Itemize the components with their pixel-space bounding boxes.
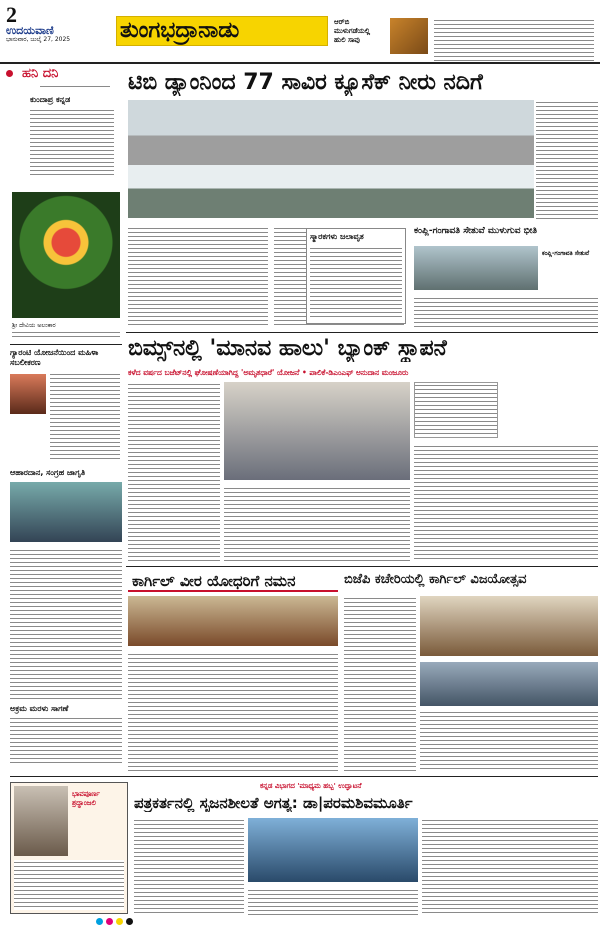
promo-line: ಆರ್‌ಬಿ (334, 18, 350, 26)
bridge-photo (414, 246, 538, 290)
page-number: 2 (6, 2, 17, 27)
divider (10, 776, 598, 777)
last-headline: ಅಕ್ರಮ ಮರಳು ಸಾಗಣೆ (10, 704, 69, 713)
awareness-headline: ಆಹಾರದಾನ, ಸಂಗ್ರಹ ಜಾಗೃತಿ (10, 468, 86, 477)
kargil-photo (128, 596, 338, 646)
color-dot (96, 918, 103, 925)
hanidani-kicker: ಕುಂದಾಪ್ರ ಕನ್ನಡ (30, 95, 71, 104)
dam-photo (128, 100, 534, 218)
shrine-photo (12, 192, 120, 318)
milk-body-3 (414, 444, 598, 562)
tiger-photo (390, 18, 428, 54)
bridge-body (414, 296, 598, 328)
bottom-kicker: ಕನ್ನಡ ವಿಭಾಗದ 'ಮಾಧ್ಯಮ ಹಬ್ಬ' ಉದ್ಘಾಟನೆ (260, 782, 362, 790)
header-news-brief (434, 18, 594, 62)
memorials-title: ಸ್ಮಾರಕಗಳು ಜಲಾವೃತ (310, 232, 364, 241)
color-dot (106, 918, 113, 925)
lead-right-column (536, 100, 598, 222)
scheme-body (50, 372, 120, 462)
hanidani-title: ಹನಿ ದನಿ (22, 66, 59, 81)
color-dot (126, 918, 133, 925)
milk-body-1 (128, 382, 220, 562)
milk-bank-headline: ಬಿಮ್ಸ್‌ನಲ್ಲಿ 'ಮಾನವ ಹಾಲು' ಬ್ಯಾಂಕ್ ಸ್ಥಾಪನೆ (128, 336, 447, 361)
scheme-headline: ಗ್ಯಾರಂಟಿ ಯೋಜನೆಯಿಂದ ಮಹಿಳಾ ಸಬಲೀಕರಣ (10, 348, 99, 367)
bridge-headline: ಕಂಪ್ಲಿ-ಗಂಗಾವತಿ ಸೇತುವೆ ಮುಳುಗುವ ಭೀತಿ (414, 226, 538, 236)
divider (126, 332, 598, 333)
shrine-caption: ಶ್ರೀ ದೇವಿಯ ಅಲಂಕಾರ (12, 322, 56, 329)
promo-line: ಮುಳುಗಡೆಯಲ್ಲಿ (334, 27, 371, 35)
color-dot (116, 918, 123, 925)
bridge-caption: ಕಂಪ್ಲಿ-ಗಂಗಾವತಿ ಸೇತುವೆ (542, 250, 590, 257)
obituary-photo (14, 786, 68, 856)
bottom-body-2 (248, 888, 418, 916)
woman-photo (10, 374, 46, 414)
bottom-photo (248, 818, 418, 882)
awareness-photo (10, 482, 122, 542)
bjp-caption (420, 710, 598, 770)
kargil-headline: ಕಾರ್ಗಿಲ್ ವೀರ ಯೋಧರಿಗೆ ನಮನ (132, 572, 296, 590)
hanidani-byline (40, 84, 110, 90)
lead-body-1 (128, 226, 268, 328)
milk-bank-subhead: ಕಳೆದ ವರ್ಷದ ಬಜೆಟ್‌ನಲ್ಲಿ ಘೋಷಣೆಯಾಗಿದ್ದ 'ಅಮೃತಧಾರೆ' ಯೋಜನೆ • ಪಾಲಿಕೆ-ಡಿಎಂಎಫ್ ಅನುದಾನ ಮಂಜೂರು (128, 368, 409, 377)
bottom-headline: ಪತ್ರಕರ್ತನಲ್ಲಿ ಸೃಜನಶೀಲತೆ ಅಗತ್ಯ: ಡಾ|ಪರಮಶಿವಮೂರ್ತಿ (134, 794, 413, 812)
memorials-body (310, 246, 402, 320)
bjp-headline: ಬಿಜೆಪಿ ಕಚೇರಿಯಲ್ಲಿ ಕಾರ್ಗಿಲ್ ವಿಜಯೋತ್ಸವ (344, 572, 527, 587)
bottom-body-1 (134, 818, 244, 916)
milk-quote-box (414, 382, 498, 438)
promo-line: ಹುಲಿ ಸಾವು (334, 36, 360, 44)
awareness-body (10, 548, 122, 700)
bjp-body (344, 596, 416, 772)
date-line: ಭಾನುವಾರ, ಜುಲೈ 27, 2025 (6, 36, 71, 43)
obituary-body (14, 860, 124, 910)
header-rule (0, 62, 600, 64)
kargil-body (128, 652, 338, 772)
bjp-photo (420, 596, 598, 656)
last-body (10, 716, 122, 766)
hanidani-poem (30, 108, 114, 178)
bjp-photo-2 (420, 662, 598, 706)
section-title: ತುಂಗಭದ್ರಾನಾಡು (120, 18, 240, 43)
milk-body-2 (224, 486, 410, 562)
brand-logo: ಉದಯವಾಣಿ (6, 24, 54, 37)
bottom-body-3 (422, 818, 598, 916)
divider (10, 344, 122, 345)
obituary-title: ಭಾವಪೂರ್ಣ ಶ್ರದ್ಧಾಂಜಲಿ (72, 790, 100, 807)
shrine-caption-text (12, 330, 120, 340)
bullet-icon (6, 70, 13, 77)
lead-headline: ಟಿಬಿ ಡ್ಯಾಂನಿಂದ 77 ಸಾವಿರ ಕ್ಯೂಸೆಕ್ ನೀರು ನದಿಗೆ (128, 70, 483, 95)
milk-bank-photo (224, 382, 410, 480)
divider (126, 566, 598, 567)
